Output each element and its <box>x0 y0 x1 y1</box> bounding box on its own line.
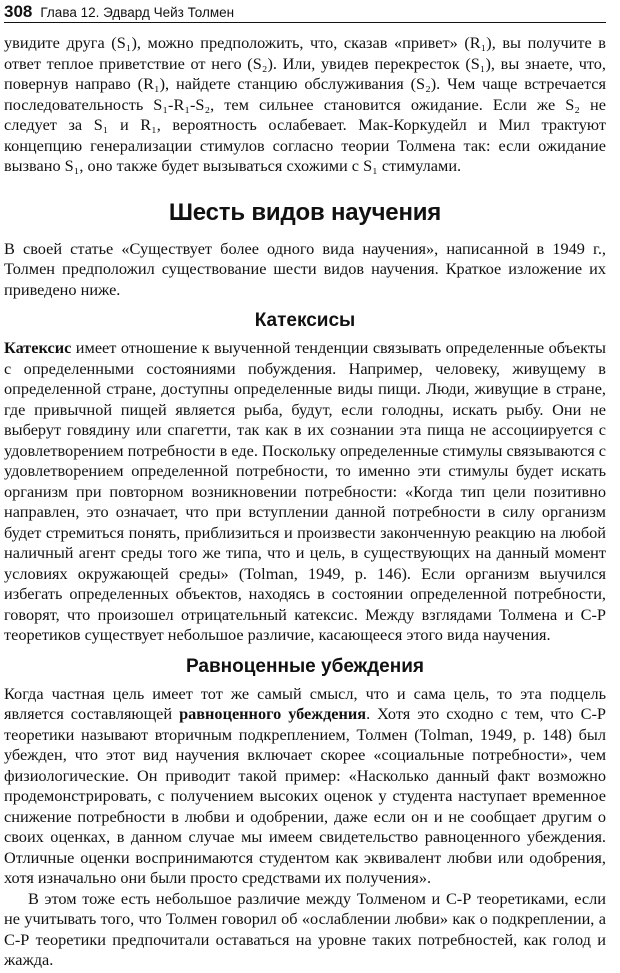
equivalence-paragraph-2: В этом тоже есть небольшое различие между Толменом и С-Р теоретиками, если не учитывать того, что Толмен говорил об «ослаблении любви» как о подкреплении, а С-Р теоретики предпочитали оставаться на уровне таких потребностей, как голод и жажда. <box>4 888 606 969</box>
subsection-heading-cathexis: Катексисы <box>254 310 356 331</box>
intro-paragraph: увидите друга (S₁), можно предположить, что, сказав «привет» (R₁), вы получите в ответ теплое приветствие от него (S₂). Или, увидев перекресток (S₁), вы знаете, что, повернув направо (R₁), найдете станцию обслуживания (S₂). Чем чаще встречается последовательность S₁-R₁-S₂, тем сильнее становится ожидание. Если же S₂ не следует за S₁ и R₁, вероятность ослабевает. Мак-Коркудейл и Мил трактуют концепцию генерализации стимулов согласно теории Толмена так: если ожидание вызвано S₁, оно также будет вызываться схожими с S₁ стимулами. <box>4 33 606 175</box>
subsection-heading-equivalence: Равноценные убеждения <box>186 655 424 677</box>
equivalence-paragraph-1 <box>4 684 606 889</box>
equivalence-text-before: Когда частная цель имеет тот же самый смысл, что и сама цель, то эта подцель является составляющей <box>4 683 606 723</box>
cathexis-paragraph <box>4 338 606 646</box>
page-number: 308 <box>4 2 33 21</box>
cathexis-text: имеет отношение к выученной тенденции связывать определенные объекты с определенными состояниями побуждения. Например, человеку, живущему в определенной стране, доступны определенные виды пищи. Люди, живущие в стране, где привычной пищей является рыба, будут, если голодны, искать рыбу. Они не выберут говядину или спагетти, так как в их сознании эта пища не ассоциируется с удовлетворением потребности в еде. Поскольку определенные стимулы связываются с удовлетворением определенной потребности, то именно эти стимулы будет искать организм при повторном возникновении потребности: «Когда тип цели позитивно направлен, это означает, что при вступлении данной потребности в силу организм будет стремиться понять, приблизиться и произвести законченную реакцию на любой наличный агент среды того же типа, что и цель, в существующих на данный момент условиях окружающей среды» (Tolman, 1949, p. 146). Если организм выучился избегать определенных объектов, находясь в состоянии определенной потребности, говорят, что произошел отрицательный катексис. Между взглядами Толмена и С-Р теоретиков существует небольшое различие, касающееся этого вида научения. <box>4 338 606 644</box>
chapter-title: Глава 12. Эдвард Чейз Толмен <box>40 5 235 20</box>
equivalence-term: равноценного убеждения <box>179 704 367 723</box>
equivalence-text-after: . Хотя это сходно с тем, что С-Р теоретики называют вторичным подкреплением, Толмен (Tolman, 1949, p. 148) был убежден, что этот вид научения включает скорее «социальные потребности», чем физиологические. Он приводит такой пример: «Насколько данный факт возможно продемонстрировать, с получением высоких оценок у студента наступает временное снижение потребности в любви и одобрении, даже если он и не сообщает другим о своих оценках, в данном случае мы имеем свидетельство равноценного убеждения. Отличные оценки воспринимаются студентом как эквивалент любви или одобрения, хотя изначально они были просто средствами их получения». <box>4 704 606 887</box>
running-header <box>4 0 606 23</box>
six-kinds-paragraph: В своей статье «Существует более одного вида научения», написанной в 1949 г., Толмен предположил существование шести видов научения. Краткое изложение их приведено ниже. <box>4 238 606 299</box>
cathexis-term: Катексис <box>4 338 72 357</box>
section-heading-six-kinds: Шесть видов научения <box>168 198 442 226</box>
